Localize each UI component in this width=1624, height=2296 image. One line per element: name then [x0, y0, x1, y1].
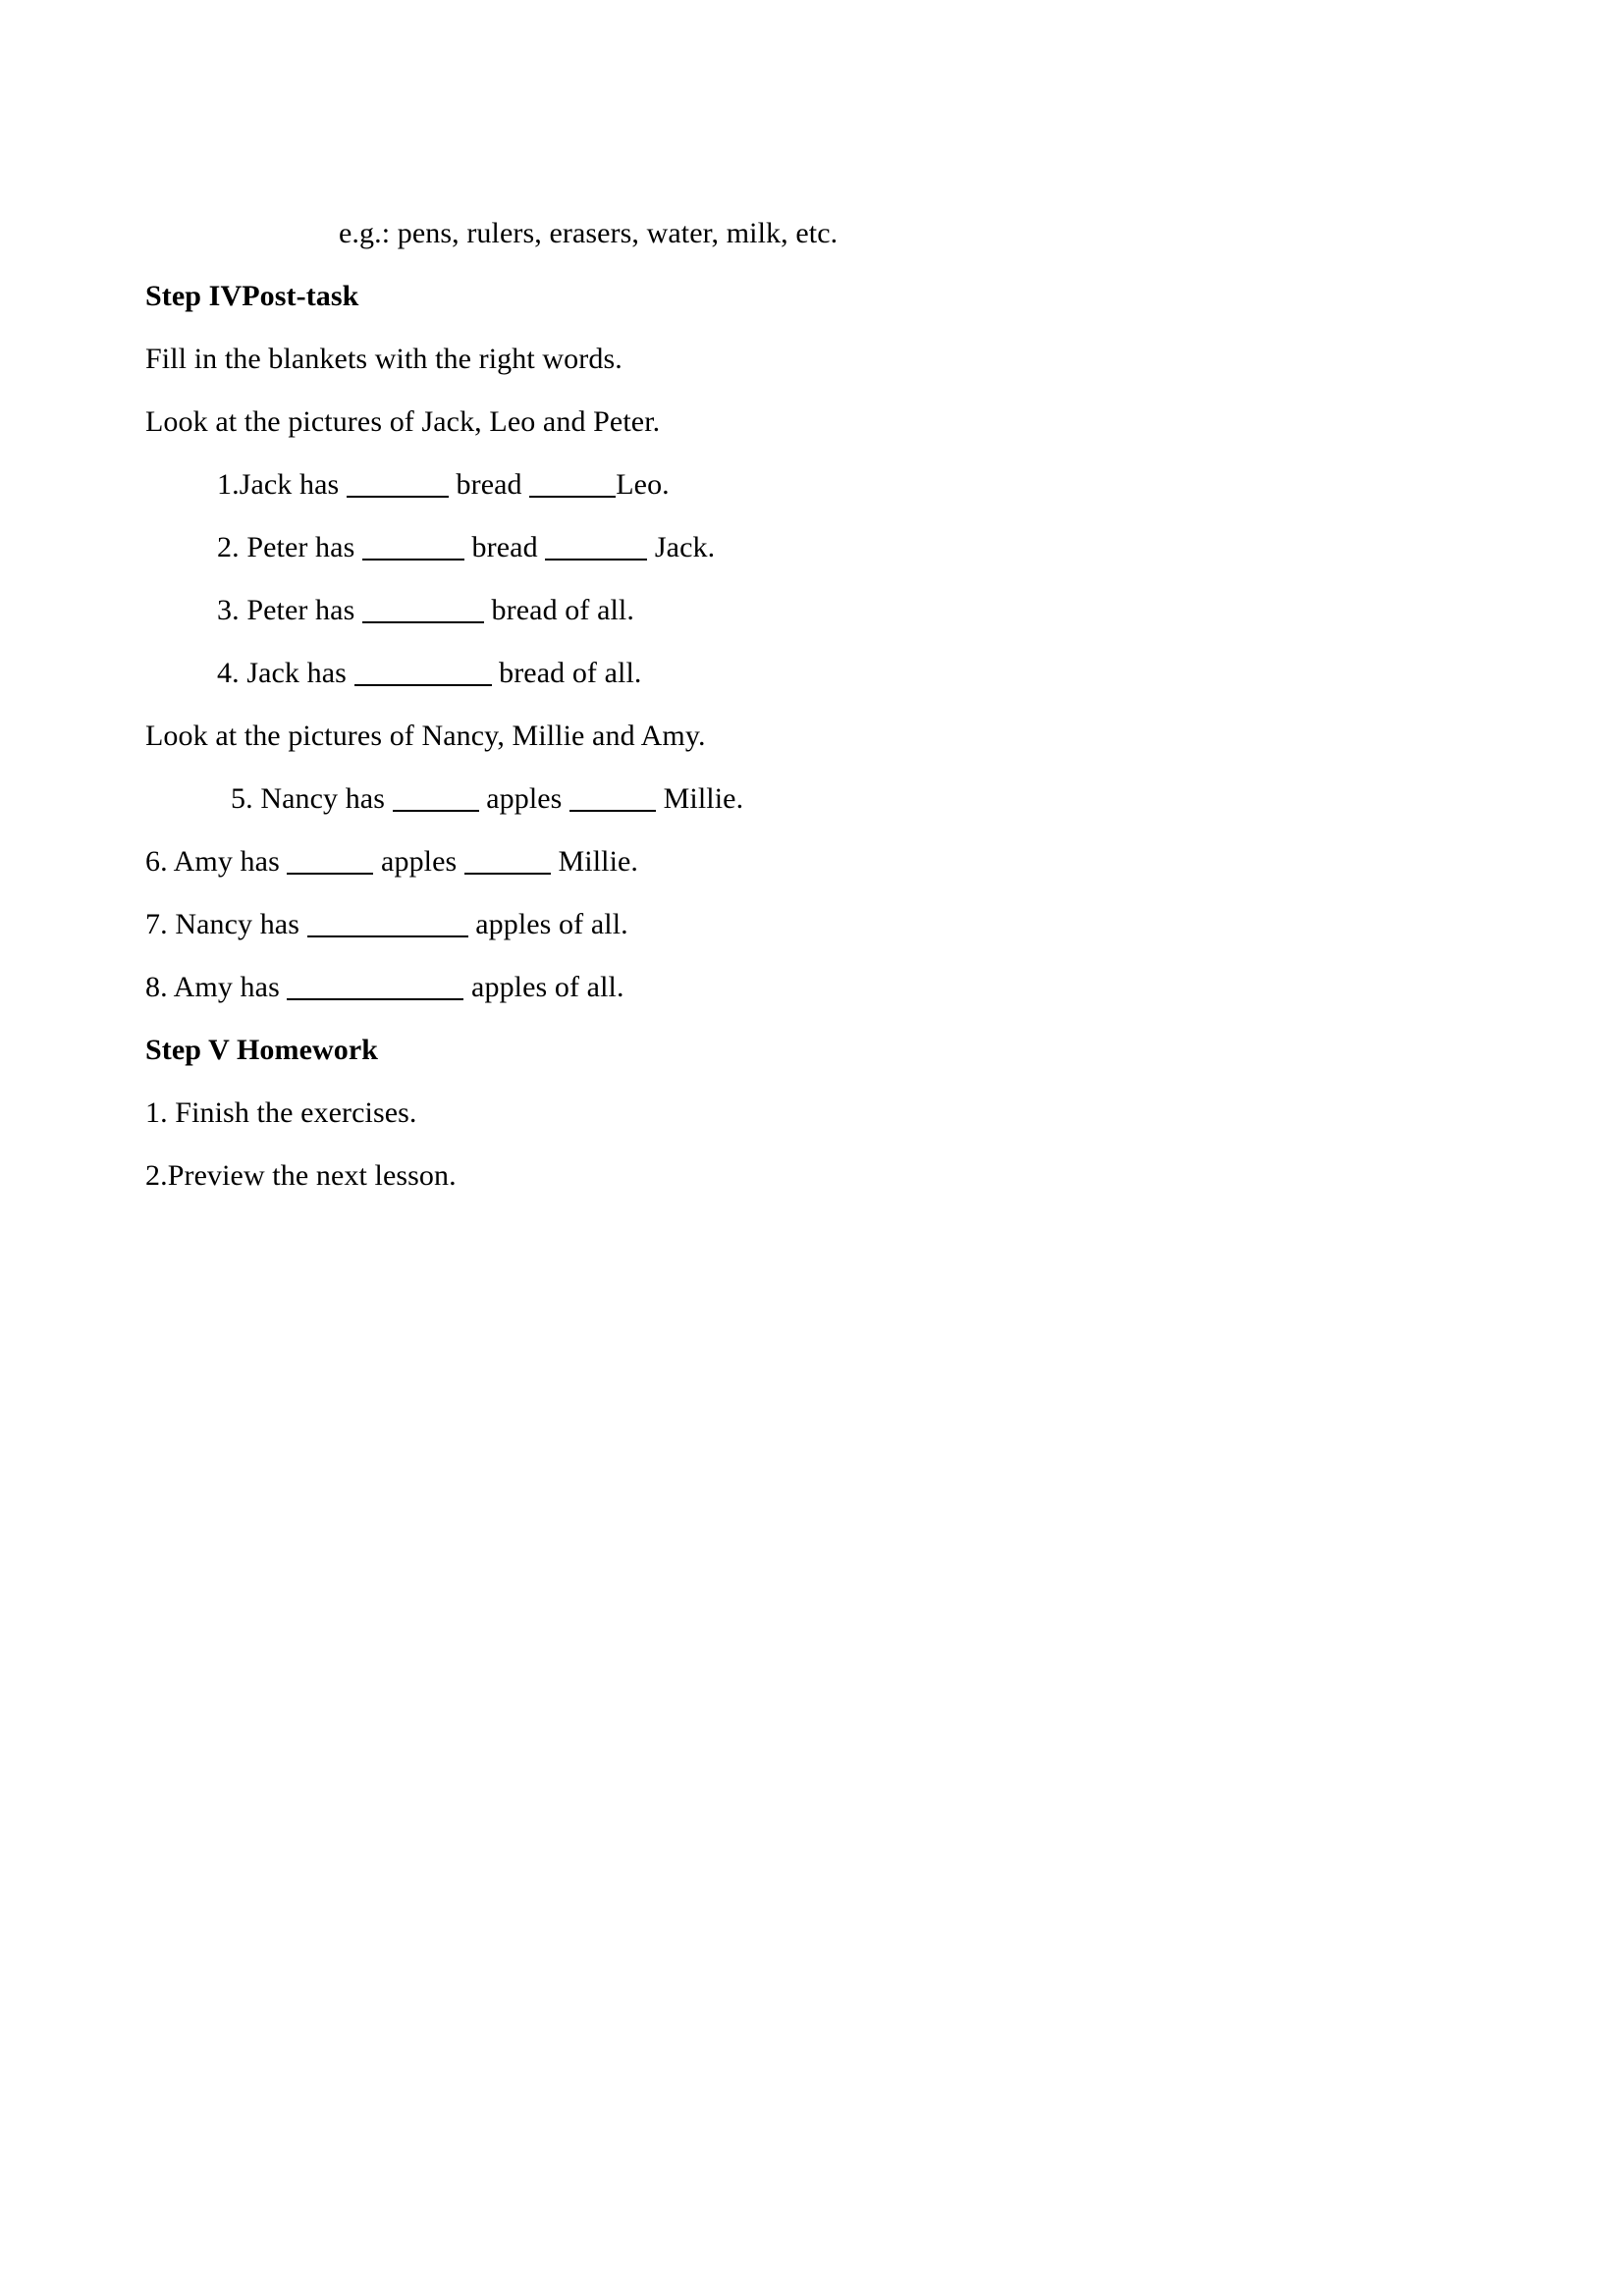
exercise-7-blank-1[interactable]: [307, 904, 468, 937]
exercise-item-6: [145, 830, 1481, 893]
exercise-7-pre-text: Nancy has: [175, 908, 307, 940]
heading-step-four: Step IVPost-task: [145, 280, 359, 312]
instruction-look-at-pictures-two: Look at the pictures of Nancy, Millie and Amy.: [145, 720, 706, 752]
exercise-8-blank-1[interactable]: [287, 967, 463, 1000]
exercise-3-blank-1[interactable]: [362, 590, 484, 623]
exercise-2-mid-text: bread: [463, 531, 546, 563]
instruction-look-at-pictures-one: Look at the pictures of Jack, Leo and Peter.: [145, 405, 661, 438]
exercise-8-pre-text: Amy has: [173, 971, 288, 1003]
exercise-1-blank-2[interactable]: [529, 464, 616, 498]
exercise-3-pre-text: Peter has: [246, 594, 362, 626]
homework-item-2: 2.Preview the next lesson.: [145, 1159, 457, 1192]
exercise-4-number: 4.: [217, 657, 247, 689]
example-line: e.g.: pens, rulers, erasers, water, milk, etc.: [339, 217, 839, 249]
exercise-6-number: 6.: [145, 845, 174, 878]
exercise-6-blank-1[interactable]: [287, 841, 373, 875]
exercise-5-post-text: Millie.: [656, 782, 744, 815]
exercise-4-pre-text: Jack has: [246, 657, 354, 689]
document-body: [145, 202, 1481, 1207]
homework-item-1: 1. Finish the exercises.: [145, 1096, 417, 1129]
exercise-5-number: 5.: [231, 782, 261, 815]
exercise-7-mid-text: apples of all.: [467, 908, 628, 940]
exercise-2-number: 2.: [217, 531, 247, 563]
exercise-2-blank-2[interactable]: [545, 527, 647, 561]
exercise-item-2: [145, 516, 1481, 579]
exercise-1-post-text: Leo.: [616, 468, 670, 501]
exercise-item-1: [145, 454, 1481, 516]
exercise-4-mid-text: bread of all.: [491, 657, 642, 689]
heading-step-five: Step V Homework: [145, 1034, 379, 1066]
exercise-item-7: [145, 893, 1481, 956]
exercise-item-4: [145, 642, 1481, 705]
exercise-5-blank-2[interactable]: [569, 778, 656, 812]
exercise-5-pre-text: Nancy has: [260, 782, 393, 815]
exercise-8-number: 8.: [145, 971, 174, 1003]
exercise-item-8: [145, 956, 1481, 1019]
exercise-1-number: 1.: [217, 468, 240, 501]
exercise-1-blank-1[interactable]: [347, 464, 449, 498]
exercise-item-5: [145, 768, 1481, 830]
instruction-fill-in-blanks: Fill in the blankets with the right words.: [145, 343, 623, 375]
exercise-item-3: [145, 579, 1481, 642]
exercise-6-pre-text: Amy has: [173, 845, 288, 878]
exercise-2-post-text: Jack.: [647, 531, 716, 563]
exercise-2-pre-text: Peter has: [246, 531, 362, 563]
exercise-2-blank-1[interactable]: [362, 527, 464, 561]
exercise-7-number: 7.: [145, 908, 176, 940]
exercise-8-mid-text: apples of all.: [463, 971, 624, 1003]
exercise-6-blank-2[interactable]: [464, 841, 551, 875]
exercise-1-pre-text: Jack has: [239, 468, 347, 501]
exercise-4-blank-1[interactable]: [354, 653, 492, 686]
exercise-3-mid-text: bread of all.: [483, 594, 634, 626]
exercise-5-blank-1[interactable]: [393, 778, 479, 812]
exercise-1-mid-text: bread: [448, 468, 530, 501]
exercise-3-number: 3.: [217, 594, 247, 626]
exercise-6-post-text: Millie.: [550, 845, 639, 878]
exercise-5-mid-text: apples: [478, 782, 570, 815]
exercise-6-mid-text: apples: [373, 845, 464, 878]
